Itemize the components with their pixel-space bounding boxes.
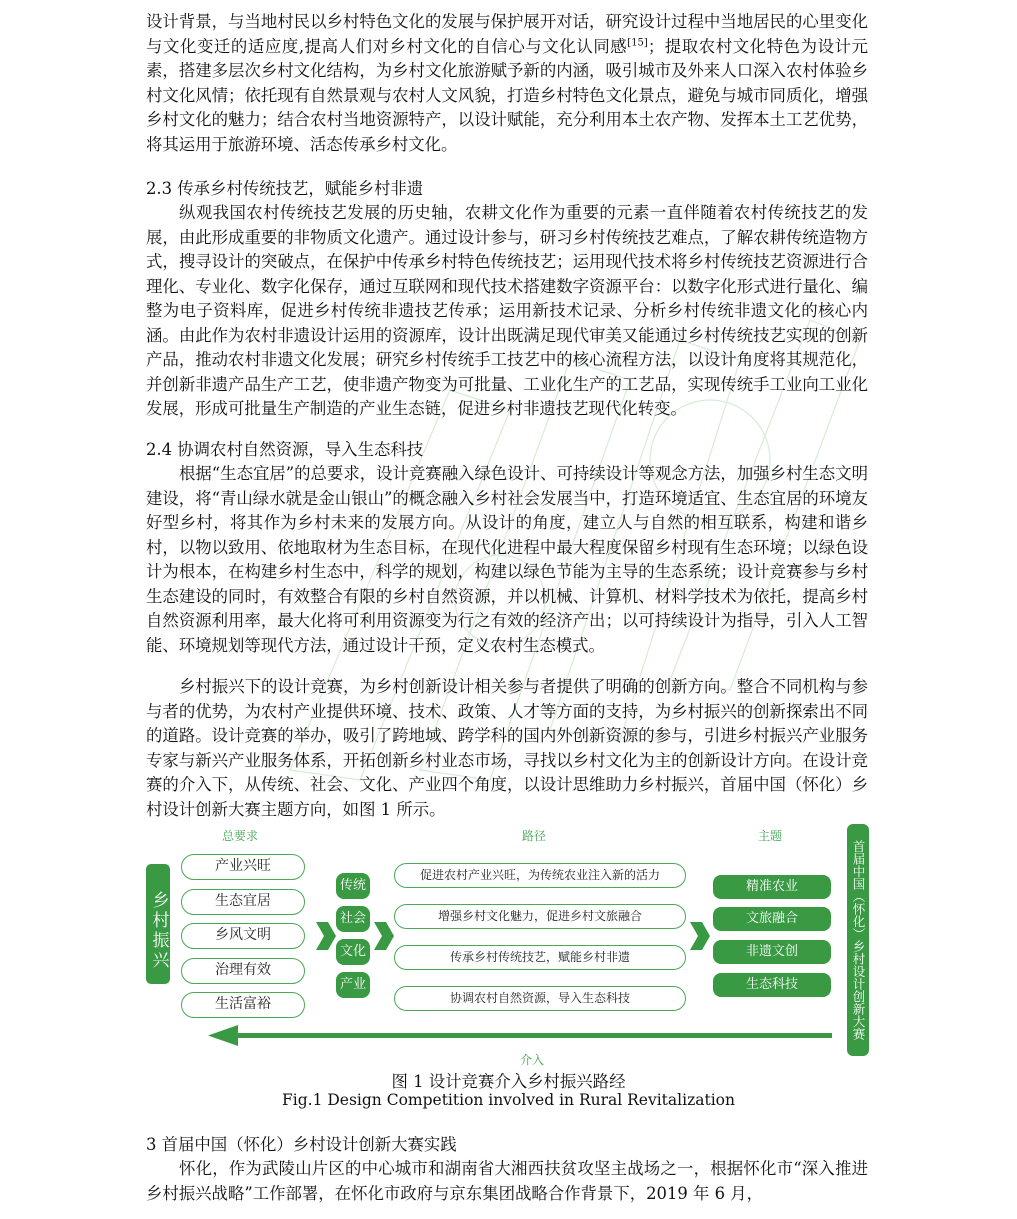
aspect-industry: 产业 [336, 972, 370, 998]
citation-ref: [15] [627, 37, 648, 49]
figure-caption-cn: 图 1 设计竞赛介入乡村振兴路经 [391, 1072, 626, 1091]
theme-heritage-creative: 非遗文创 [713, 940, 831, 964]
theme-culture-tourism: 文旅融合 [713, 907, 831, 931]
paragraph-4: 乡村振兴下的设计竞赛，为乡村创新设计相关参与者提供了明确的创新方向。整合不同机构与参与者的优势，为农村产业提供环境、技术、政策、人才等方面的支持，为乡村振兴的创新探索出不同的道路。设计竞赛的举办，吸引了跨地域、跨学科的国内外创新资源的参与，引进乡村振兴产业服务专家与新兴产业服务体系，开拓创新乡村业态市场，寻找以乡村文化为主的创新设计方向。在设计竞赛的介入下，从传统、社会、文化、产业四个角度，以设计思维助力乡村振兴，首届中国（怀化）乡村设计创新大赛主题方向，如图 1 所示。 [146, 677, 868, 819]
requirement-pill-5: 生活富裕 [181, 992, 305, 1018]
paragraph-1: 设计背景，与当地村民以乡村特色文化的发展与保护展开对话，研究设计过程中当地居民的心里变化与文化变迁的适应度,提高人们对乡村文化的自信心与文化认同感[15]；提取农村文化特色为设计元素，搭建多层次乡村文化结构，为乡村文化旅游赋予新的内涵，吸引城市及外来人口深入农村体验乡村文化风情；依托现有自然景观与农村人文风貌，打造乡村特色文化景点，避免与城市同质化，增强乡村文化的魅力；结合农村当地资源特产，以设计赋能，充分利用本土农产物、发挥本土工艺优势，将其运用于旅游环境、活态传承乡村文化。 [146, 12, 868, 154]
paragraph-3: 根据“生态宜居”的总要求，设计竞赛融入绿色设计、可持续设计等观念方法，加强乡村生态文明建设，将“青山绿水就是金山银山”的概念融入乡村社会发展当中，打造环境适宜、生态宜居的环境友好型乡村，将其作为乡村未来的发展方向。从设计的角度，建立人与自然的相互联系，构建和谐乡村，以物以致用、依地取材为生态目标，在现代化进程中最大程度保留乡村现有生态环境；以绿色设计为根本，在构建乡村生态中，科学的规划，构建以绿色节能为主导的生态系统；设计竞赛参与乡村生态建设的同时，有效整合有限的乡村自然资源，并以机械、计算机、材料学技术为依托，提高乡村自然资源利用率，最大化将可利用资源变为行之有效的经济产出；以可持续设计为指导，引入人工智能、环境规划等现代方法，通过设计干预，定义农村生态模式。 [146, 464, 868, 655]
path-pill-2: 增强乡村文化魅力，促进乡村文旅融合 [394, 904, 686, 929]
competition-title: 首届中国（怀化）乡村设计创新大赛 [847, 824, 869, 1056]
label-intervene: 介入 [520, 1053, 545, 1067]
rural-revitalization-title: 乡村振兴 [146, 864, 170, 984]
figure-caption-en: Fig.1 Design Competition involved in Rural Revitalization [282, 1091, 735, 1109]
paragraph-2: 纵观我国农村传统技艺发展的历史轴，农耕文化作为重要的元素一直伴随着农村传统技艺的发展，由此形成重要的非物质文化遗产。通过设计参与，研习乡村传统技艺难点，了解农耕传统造物方式，搜寻设计的突破点，在保护中传承乡村特色传统技艺；运用现代技术将乡村传统技艺资源进行合理化、专业化、数字化保存，通过互联网和现代技术搭建数字资源平台：以数字化形式进行量化、编整为电子资料库，促进乡村传统非遗技艺传承；运用新技术记录、分析乡村传统非遗文化的核心内涵。由此作为农村非遗设计运用的资源库，设计出既满足现代审美又能通过乡村传统技艺实现的创新产品，推动农村非遗文化发展；研究乡村传统手工技艺中的核心流程方法，以设计角度将其规范化，并创新非遗产品生产工艺，使非遗产物变为可批量、工业化生产的工艺品，实现传统手工业向工业化发展，形成可批量生产制造的产业生态链，促进乡村非遗技艺现代化转变。 [146, 203, 868, 418]
theme-precision-agriculture: 精准农业 [713, 875, 831, 899]
label-path: 路径 [522, 829, 547, 843]
left-arrow-icon [208, 1025, 238, 1046]
aspect-culture: 文化 [336, 939, 370, 965]
section-heading-2-4: 2.4 协调农村自然资源，导入生态科技 [146, 440, 424, 459]
requirement-pill-1: 产业兴旺 [181, 854, 305, 880]
aspect-tradition: 传统 [336, 873, 370, 899]
section-heading-3: 3 首届中国（怀化）乡村设计创新大赛实践 [146, 1135, 457, 1154]
requirement-pill-4: 治理有效 [181, 958, 305, 984]
theme-eco-tech: 生态科技 [713, 973, 831, 997]
chevron-arrow-icon [690, 922, 710, 950]
chevron-arrow-icon [316, 922, 336, 950]
path-pill-1: 促进农村产业兴旺，为传统农业注入新的活力 [394, 863, 686, 888]
label-requirements: 总要求 [222, 829, 259, 843]
paragraph-5: 怀化，作为武陵山片区的中心城市和湖南省大湘西扶贫攻坚主战场之一，根据怀化市“深入推进乡村振兴战略”工作部署，在怀化市政府与京东集团战略合作背景下，2019 年 6 月， [146, 1159, 868, 1203]
figure-1-diagram [146, 822, 872, 1068]
label-theme: 主题 [758, 829, 783, 843]
requirement-pill-3: 乡风文明 [181, 923, 305, 949]
aspect-society: 社会 [336, 906, 370, 932]
chevron-arrow-icon [374, 922, 394, 950]
path-pill-4: 协调农村自然资源，导入生态科技 [394, 986, 686, 1011]
path-pill-3: 传承乡村传统技艺，赋能乡村非遗 [394, 945, 686, 970]
section-heading-2-3: 2.3 传承乡村传统技艺，赋能乡村非遗 [146, 179, 424, 198]
requirement-pill-2: 生态宜居 [181, 889, 305, 915]
